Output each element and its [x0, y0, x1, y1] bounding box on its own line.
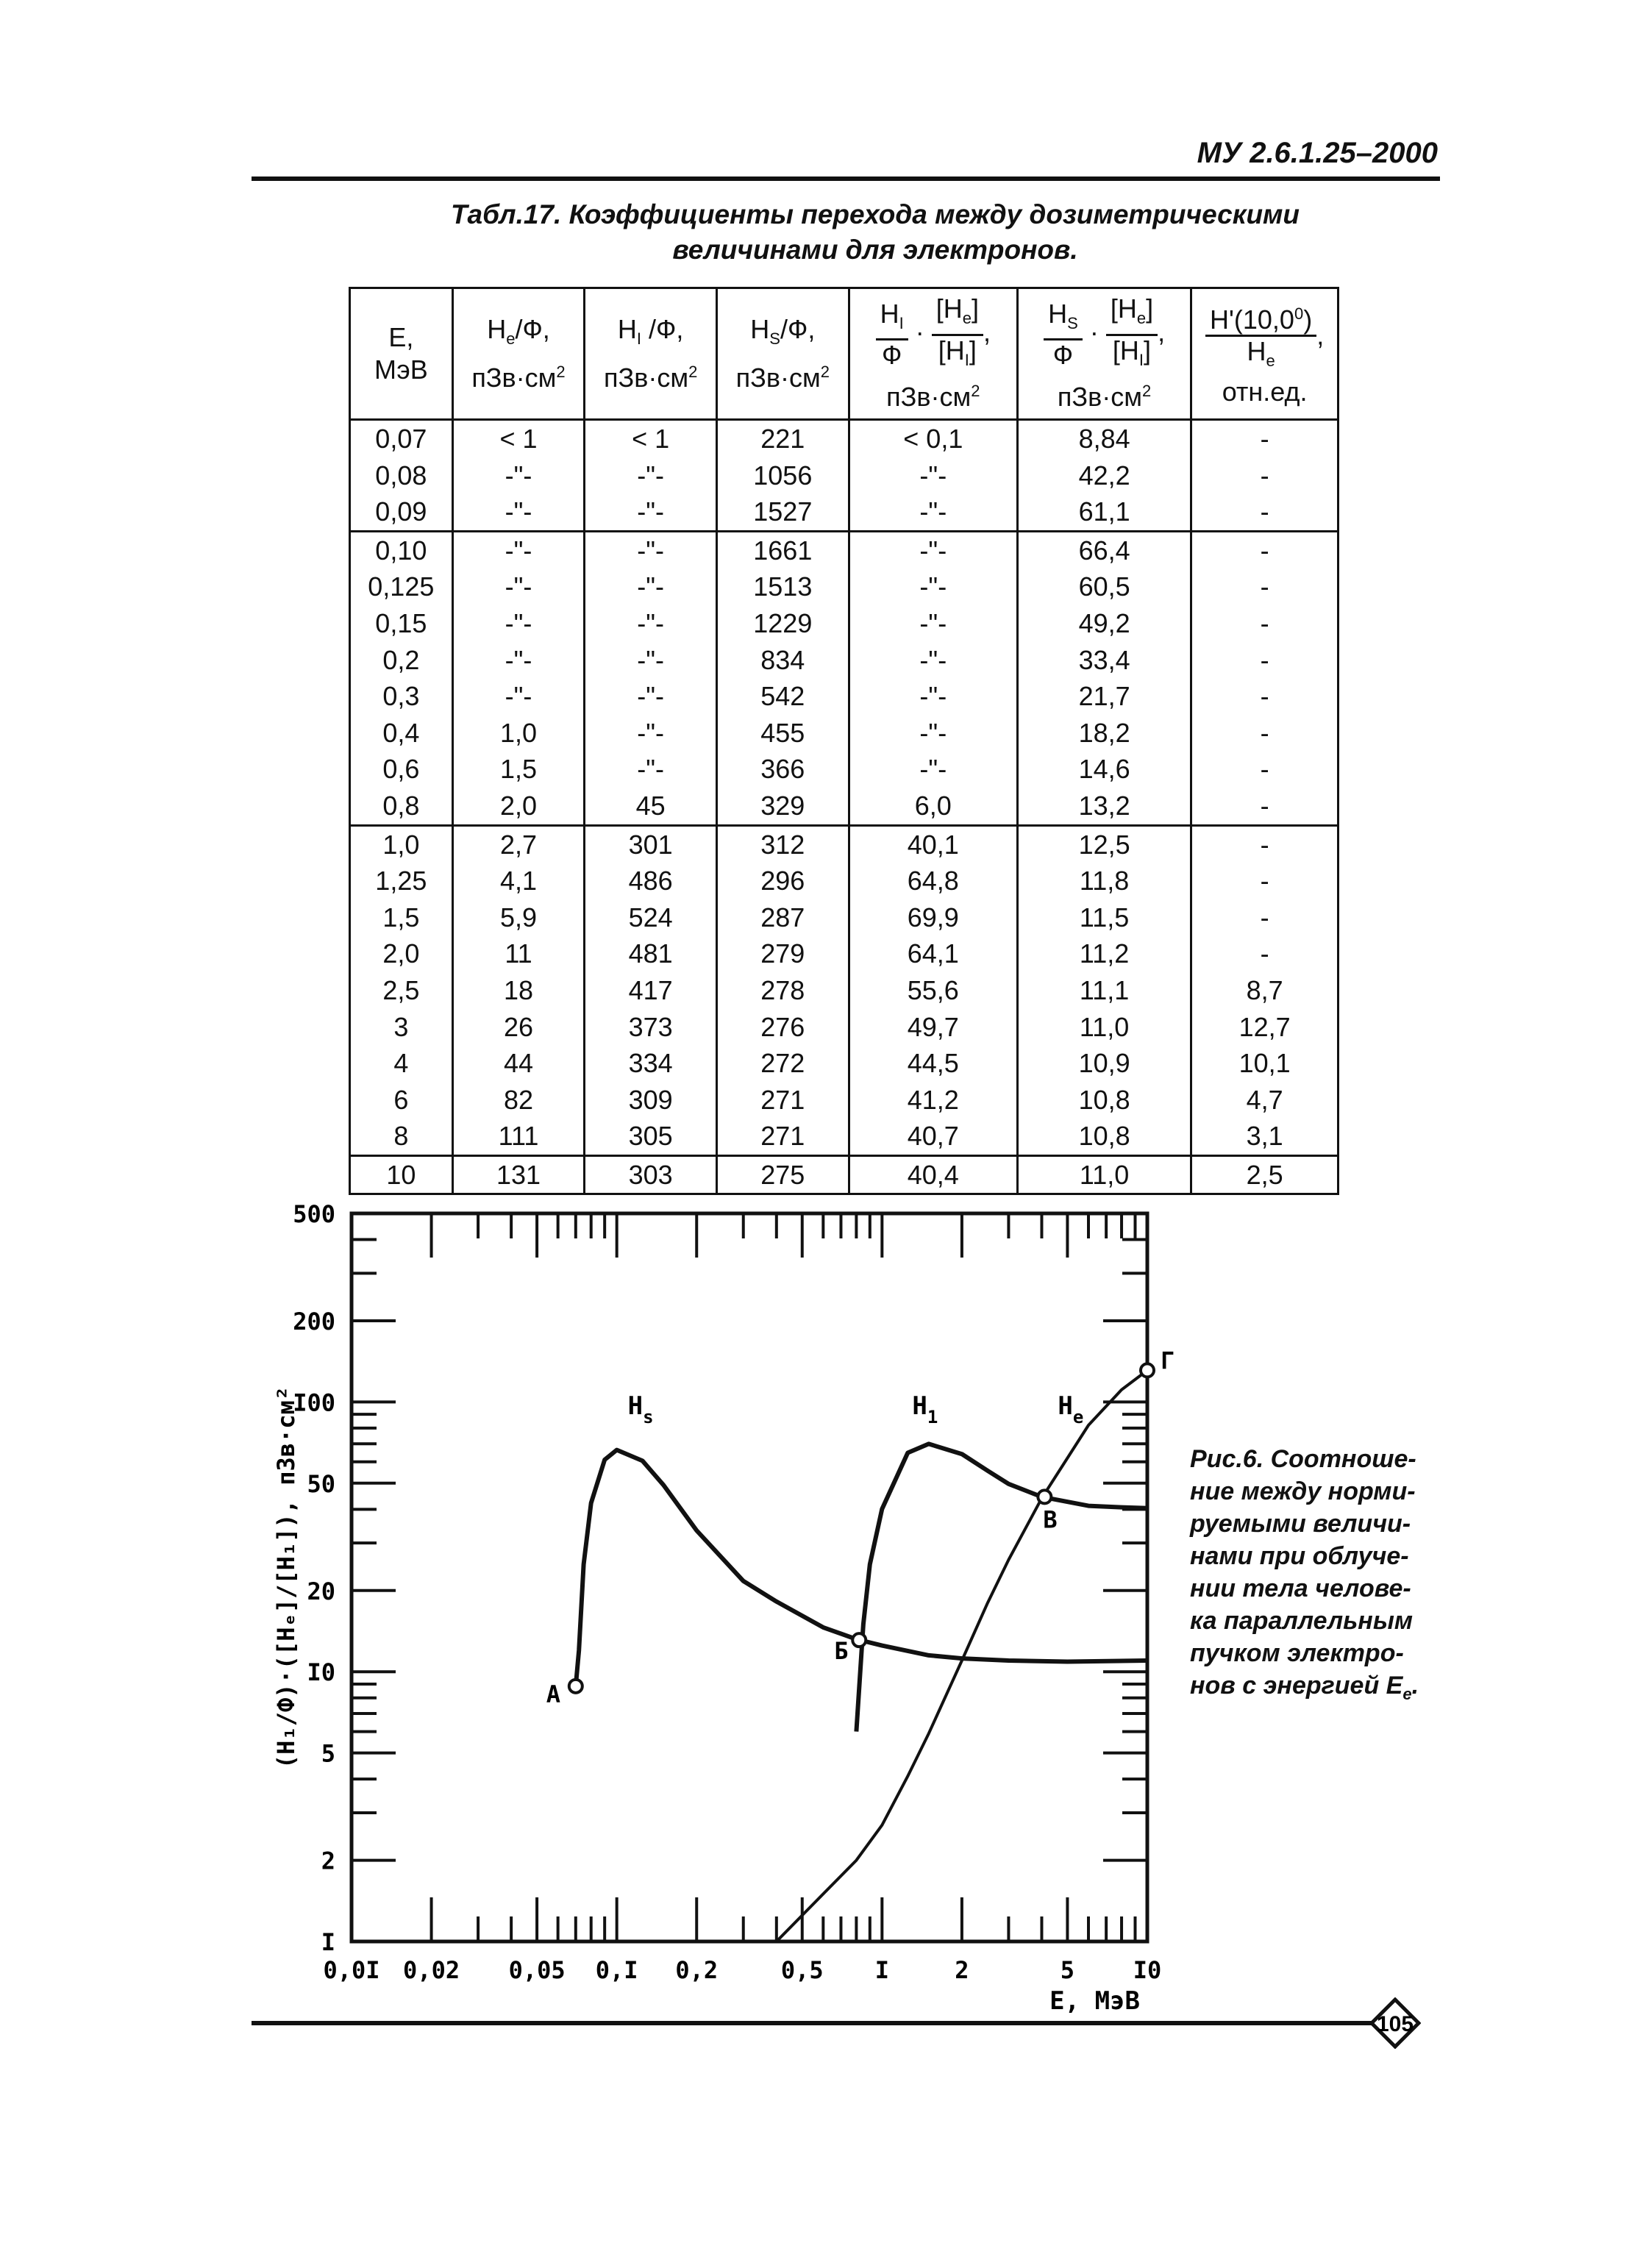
- table-cell: 1661: [716, 531, 849, 568]
- table-cell: 334: [585, 1045, 717, 1082]
- table-cell: -"-: [452, 457, 585, 494]
- x-tick-label: I: [874, 1956, 889, 1984]
- table-cell: 13,2: [1017, 788, 1191, 825]
- y-tick-label: 500: [293, 1200, 335, 1228]
- table-row: [350, 788, 1339, 825]
- table-cell: 69,9: [849, 899, 1017, 936]
- table-cell: 55,6: [849, 972, 1017, 1009]
- table-cell: 18,2: [1017, 715, 1191, 752]
- y-tick-label: I00: [293, 1388, 335, 1417]
- table-cell: 0,07: [350, 420, 453, 457]
- table-cell: -"-: [585, 457, 717, 494]
- table-cell: 64,8: [849, 863, 1017, 899]
- table-cell: 542: [716, 678, 849, 715]
- table-cell: 60,5: [1017, 568, 1191, 605]
- table-cell: -"-: [849, 642, 1017, 679]
- table-cell: 1513: [716, 568, 849, 605]
- table-cell: 11,2: [1017, 935, 1191, 972]
- table-cell: 10: [350, 1155, 453, 1194]
- table-cell: 276: [716, 1009, 849, 1046]
- header-hi-ratio: $\frac{H_I}{Ф}$ · $\frac{[H_e]}{[H_I]}$ , $пЗв\cdot см^2$: [849, 288, 1017, 420]
- caption-line: [1190, 1669, 1440, 1711]
- table-cell: 26: [452, 1009, 585, 1046]
- point-label: Г: [1161, 1347, 1175, 1375]
- table-cell: 6,0: [849, 788, 1017, 825]
- table-cell: 312: [716, 825, 849, 863]
- table-cell: 221: [716, 420, 849, 457]
- x-tick-label: 0,I: [595, 1956, 638, 1984]
- table-cell: -"-: [452, 493, 585, 531]
- header-he-per-phi: $H_e/Ф$, $пЗв\cdot см^2$: [452, 288, 585, 420]
- table-cell: 11,0: [1017, 1009, 1191, 1046]
- table-cell: -"-: [585, 678, 717, 715]
- table-cell: -"-: [849, 493, 1017, 531]
- table-row: [350, 493, 1339, 531]
- table-cell: -: [1191, 788, 1339, 825]
- table-row: [350, 1155, 1339, 1194]
- table-cell: 1,5: [350, 899, 453, 936]
- caption-line: ние между норми-: [1190, 1477, 1416, 1505]
- y-tick-label: 5: [321, 1739, 335, 1768]
- table-cell: 61,1: [1017, 493, 1191, 531]
- caption-subscript: e: [1402, 1684, 1412, 1703]
- table-row: [350, 899, 1339, 936]
- x-tick-label: 0,02: [403, 1956, 460, 1984]
- table-cell: -"-: [452, 678, 585, 715]
- caption-line: нами при облуче-: [1190, 1542, 1409, 1570]
- y-tick-label: 200: [293, 1307, 335, 1336]
- table-cell: -: [1191, 863, 1339, 899]
- table-row: [350, 863, 1339, 899]
- point-label: Б: [834, 1637, 849, 1666]
- table-row: [350, 751, 1339, 788]
- table-cell: 10,8: [1017, 1118, 1191, 1155]
- table-cell: 3: [350, 1009, 453, 1046]
- table-cell: 12,5: [1017, 825, 1191, 863]
- table-cell: 2,5: [1191, 1155, 1339, 1194]
- table-cell: 49,7: [849, 1009, 1017, 1046]
- header-hs-ratio: $\frac{H_S}{Ф}$ · $\frac{[H_e]}{[H_I]}$ , $пЗв\cdot см^2$: [1017, 288, 1191, 420]
- table-cell: 0,2: [350, 642, 453, 679]
- page-number: 105: [1376, 2012, 1414, 2036]
- table-cell: 279: [716, 935, 849, 972]
- point-marker: [1141, 1363, 1154, 1377]
- table-row: [350, 457, 1339, 494]
- table-cell: -"-: [452, 605, 585, 642]
- table-cell: -"-: [585, 568, 717, 605]
- table-cell: 40,7: [849, 1118, 1017, 1155]
- header-rule: [252, 176, 1440, 181]
- y-tick-label: 2: [321, 1847, 335, 1875]
- table-cell: 42,2: [1017, 457, 1191, 494]
- table-cell: -: [1191, 531, 1339, 568]
- table-row: [350, 678, 1339, 715]
- table-cell: 8: [350, 1118, 453, 1155]
- table-cell: 0,4: [350, 715, 453, 752]
- table-cell: 45: [585, 788, 717, 825]
- table-cell: 8,7: [1191, 972, 1339, 1009]
- table-cell: -: [1191, 899, 1339, 936]
- table-cell: 40,4: [849, 1155, 1017, 1194]
- table-cell: -"-: [585, 605, 717, 642]
- header-h-prime-ratio: $\frac{H'(10,0^0)}{H_e}$ , отн.ед.: [1191, 288, 1339, 420]
- series-label: $H_e$: [1058, 1391, 1084, 1428]
- caption-line: руемыми величи-: [1190, 1510, 1411, 1538]
- table-cell: -"-: [585, 642, 717, 679]
- table-cell: 4,7: [1191, 1082, 1339, 1119]
- x-tick-label: 5: [1060, 1956, 1075, 1984]
- series-label-subscript: e: [1072, 1407, 1084, 1428]
- table-cell: 366: [716, 751, 849, 788]
- x-tick-label: 0,0I: [323, 1956, 380, 1984]
- table-cell: -"-: [849, 531, 1017, 568]
- table-cell: 0,08: [350, 457, 453, 494]
- table-cell: 287: [716, 899, 849, 936]
- header-hs-per-phi: $H_S/Ф$, $пЗв\cdot см^2$: [716, 288, 849, 420]
- x-tick-label: 0,5: [780, 1956, 824, 1984]
- series-label-subscript: 1: [927, 1407, 938, 1428]
- table-cell: 455: [716, 715, 849, 752]
- table-cell: -: [1191, 605, 1339, 642]
- table-cell: 5,9: [452, 899, 585, 936]
- table-cell: 2,7: [452, 825, 585, 863]
- table-cell: 278: [716, 972, 849, 1009]
- caption-line: ка параллельным: [1190, 1607, 1414, 1635]
- table-row: [350, 1118, 1339, 1155]
- table-cell: 1056: [716, 457, 849, 494]
- table-cell: 524: [585, 899, 717, 936]
- plot-frame: [352, 1213, 1147, 1941]
- table-cell: -"-: [585, 531, 717, 568]
- table-cell: 10,9: [1017, 1045, 1191, 1082]
- caption-line: пучком электро-: [1190, 1639, 1404, 1667]
- table-cell: -"-: [849, 715, 1017, 752]
- table-row: [350, 935, 1339, 972]
- table-row: [350, 715, 1339, 752]
- table-cell: -: [1191, 568, 1339, 605]
- table-cell: 3,1: [1191, 1118, 1339, 1155]
- table-cell: < 0,1: [849, 420, 1017, 457]
- table-cell: -"-: [452, 568, 585, 605]
- table-cell: 4,1: [452, 863, 585, 899]
- table-cell: 1,5: [452, 751, 585, 788]
- table-row: [350, 642, 1339, 679]
- table-cell: 40,1: [849, 825, 1017, 863]
- x-tick-label: I0: [1133, 1956, 1162, 1984]
- table-cell: -"-: [849, 751, 1017, 788]
- figure-caption: [1190, 1443, 1440, 1711]
- caption-line: Рис.6. Соотноше-: [1190, 1445, 1416, 1473]
- table-cell: -: [1191, 935, 1339, 972]
- table-cell: -"-: [849, 568, 1017, 605]
- x-axis-label: E, МэВ: [1049, 1986, 1140, 2015]
- table-cell: -: [1191, 642, 1339, 679]
- y-tick-label: 50: [307, 1469, 335, 1498]
- table-cell: 0,09: [350, 493, 453, 531]
- table-cell: -"-: [849, 605, 1017, 642]
- table-row: [350, 1045, 1339, 1082]
- table-row: [350, 1009, 1339, 1046]
- table-cell: 275: [716, 1155, 849, 1194]
- table-body: [350, 420, 1339, 1194]
- point-label: В: [1043, 1505, 1058, 1534]
- header-energy: Е, МэВ: [350, 288, 453, 420]
- series-label-subscript: s: [643, 1407, 654, 1428]
- table-cell: 8,84: [1017, 420, 1191, 457]
- table-cell: 131: [452, 1155, 585, 1194]
- table-cell: 49,2: [1017, 605, 1191, 642]
- table-cell: 21,7: [1017, 678, 1191, 715]
- table-cell: 1229: [716, 605, 849, 642]
- table-title: [346, 197, 1405, 268]
- point-marker: [569, 1680, 582, 1693]
- table-cell: -"-: [585, 493, 717, 531]
- table-cell: 0,15: [350, 605, 453, 642]
- series-label: $H_1$: [912, 1391, 938, 1428]
- table-cell: -: [1191, 751, 1339, 788]
- table-cell: 296: [716, 863, 849, 899]
- conversion-coefficients-table: [349, 287, 1339, 1195]
- table-cell: 6: [350, 1082, 453, 1119]
- table-cell: 834: [716, 642, 849, 679]
- table-cell: 2,5: [350, 972, 453, 1009]
- table-cell: 10,1: [1191, 1045, 1339, 1082]
- table-cell: 2,0: [350, 935, 453, 972]
- header-hi-per-phi: $H_I$ /Ф, $пЗв\cdot см^2$: [585, 288, 717, 420]
- caption-line-text: нов с энергией Е: [1190, 1672, 1403, 1700]
- table-cell: 11,8: [1017, 863, 1191, 899]
- y-tick-label: 20: [307, 1577, 335, 1605]
- table-cell: 486: [585, 863, 717, 899]
- x-tick-label: 2: [955, 1956, 969, 1984]
- table-cell: -: [1191, 825, 1339, 863]
- table-cell: 11,1: [1017, 972, 1191, 1009]
- table-cell: 329: [716, 788, 849, 825]
- table-cell: 44,5: [849, 1045, 1017, 1082]
- table-cell: 1,0: [452, 715, 585, 752]
- table-header-row: [350, 288, 1339, 420]
- table-cell: 1,25: [350, 863, 453, 899]
- y-axis-label: (H₁/Ф)·([Hₑ]/[H₁]), пЗв·см²: [272, 1386, 300, 1769]
- table-cell: -"-: [452, 531, 585, 568]
- table-cell: 14,6: [1017, 751, 1191, 788]
- table-cell: 111: [452, 1118, 585, 1155]
- table-cell: -"-: [849, 457, 1017, 494]
- table-cell: -: [1191, 493, 1339, 531]
- table-row: [350, 1082, 1339, 1119]
- table-cell: -"-: [585, 751, 717, 788]
- footer-rule: [252, 2021, 1377, 2025]
- table-cell: 0,10: [350, 531, 453, 568]
- table-cell: 373: [585, 1009, 717, 1046]
- table-cell: -: [1191, 678, 1339, 715]
- table-cell: 272: [716, 1045, 849, 1082]
- table-cell: 417: [585, 972, 717, 1009]
- table-cell: 271: [716, 1082, 849, 1119]
- table-cell: 4: [350, 1045, 453, 1082]
- table-cell: 18: [452, 972, 585, 1009]
- x-tick-label: 0,2: [675, 1956, 719, 1984]
- table-row: [350, 420, 1339, 457]
- table-cell: -: [1191, 420, 1339, 457]
- table-cell: 11,0: [1017, 1155, 1191, 1194]
- table-cell: 41,2: [849, 1082, 1017, 1119]
- table-cell: -: [1191, 715, 1339, 752]
- table-cell: 64,1: [849, 935, 1017, 972]
- point-marker: [1038, 1490, 1051, 1503]
- table-cell: -"-: [452, 642, 585, 679]
- table-cell: 10,8: [1017, 1082, 1191, 1119]
- table-cell: 2,0: [452, 788, 585, 825]
- table-cell: 1527: [716, 493, 849, 531]
- document-code: МУ 2.6.1.25–2000: [1197, 137, 1438, 169]
- table-cell: 305: [585, 1118, 717, 1155]
- table-cell: 301: [585, 825, 717, 863]
- table-cell: 44: [452, 1045, 585, 1082]
- table-cell: -"-: [585, 715, 717, 752]
- table-cell: 0,8: [350, 788, 453, 825]
- table-title-line-2: величинами для электронов.: [672, 235, 1078, 265]
- point-label: А: [546, 1680, 561, 1708]
- table-cell: 481: [585, 935, 717, 972]
- y-tick-label: I0: [307, 1658, 335, 1687]
- caption-line: нии тела челове-: [1190, 1575, 1411, 1602]
- table-cell: -"-: [849, 678, 1017, 715]
- table-row: [350, 605, 1339, 642]
- x-tick-label: 0,05: [508, 1956, 566, 1984]
- table-cell: 33,4: [1017, 642, 1191, 679]
- table-cell: 303: [585, 1155, 717, 1194]
- table-cell: 12,7: [1191, 1009, 1339, 1046]
- series-label: $H_s$: [627, 1391, 654, 1428]
- table-cell: 1,0: [350, 825, 453, 863]
- table-cell: 11: [452, 935, 585, 972]
- point-marker: [852, 1633, 866, 1647]
- table-cell: 66,4: [1017, 531, 1191, 568]
- table-row: [350, 568, 1339, 605]
- table-cell: -: [1191, 457, 1339, 494]
- table-cell: 0,125: [350, 568, 453, 605]
- series-line-h1: [856, 1444, 1147, 1731]
- table-cell: 309: [585, 1082, 717, 1119]
- page-number-badge: [1369, 1997, 1421, 2049]
- table-cell: 271: [716, 1118, 849, 1155]
- table-cell: 82: [452, 1082, 585, 1119]
- table-cell: 0,3: [350, 678, 453, 715]
- table-cell: 11,5: [1017, 899, 1191, 936]
- y-tick-label: I: [321, 1928, 335, 1956]
- table-title-line-1: Табл.17. Коэффициенты перехода между дозиметрическими: [450, 199, 1300, 229]
- table-row: [350, 531, 1339, 568]
- table-cell: < 1: [452, 420, 585, 457]
- table-cell: 0,6: [350, 751, 453, 788]
- table-row: [350, 825, 1339, 863]
- table-cell: < 1: [585, 420, 717, 457]
- table-row: [350, 972, 1339, 1009]
- caption-end-dot: .: [1411, 1672, 1419, 1700]
